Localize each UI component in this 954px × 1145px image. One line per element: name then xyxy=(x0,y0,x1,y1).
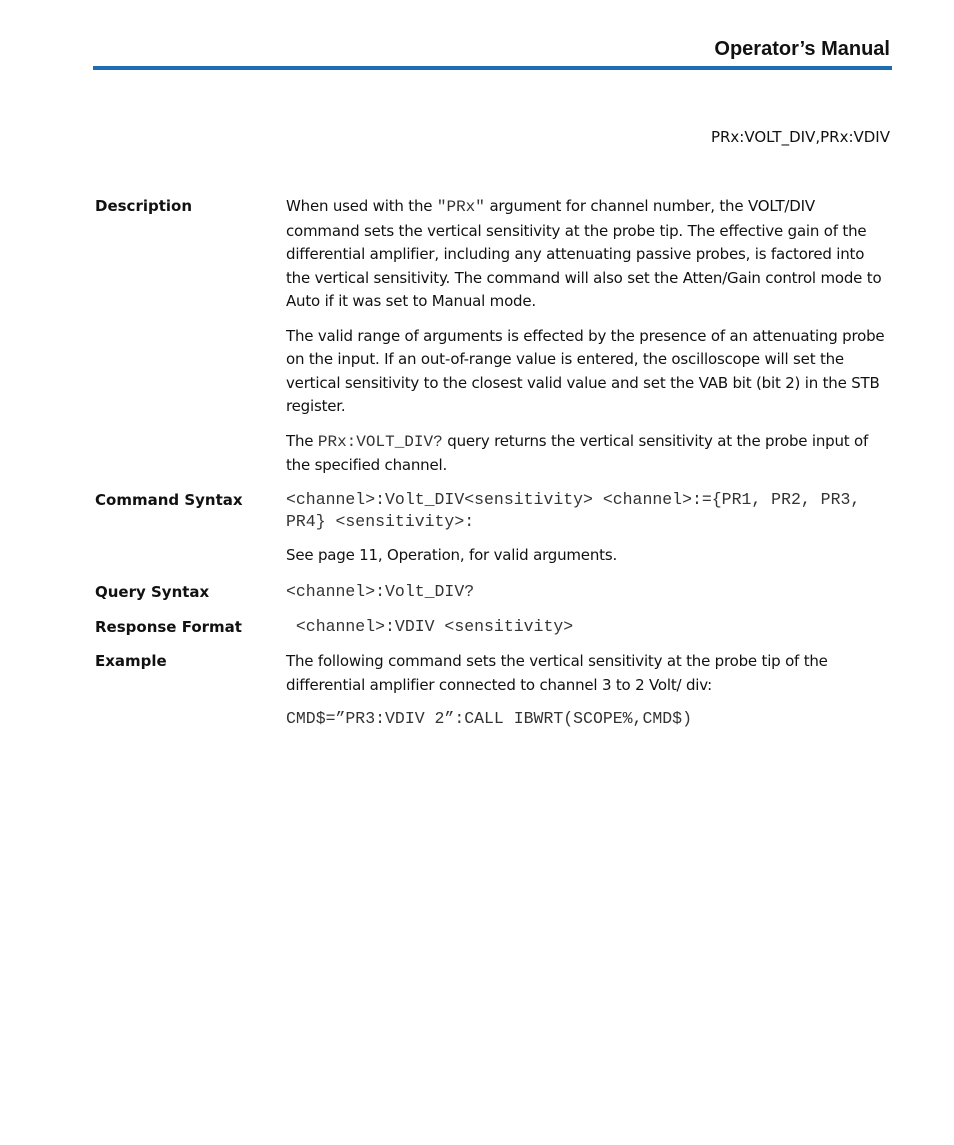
description-p1-text-end: argument for channel number, the VOLT/DIV command sets the vertical sensitivity at the probe tip. The effective gain of the differential amplifier, including any attenuating passive probes, is factored into the vertical sensitivity. The command will also set the Atten/Gain control mode to Auto if it was set to Manual mode. xyxy=(286,197,882,310)
description-paragraph-2: The valid range of arguments is effected by the presence of an attenuating probe on the input. If an out-of-range value is entered, the oscilloscope will set the vertical sensitivity to the closest valid value and set the VAB bit (bit 2) in the STB register. xyxy=(286,326,885,415)
description-paragraph-1 xyxy=(286,195,890,314)
description-p1-text-start: When used with the xyxy=(286,197,437,215)
example-label: Example xyxy=(95,652,167,670)
example-code: CMD$=”PR3:VDIV 2”:CALL IBWRT(SCOPE%,CMD$) xyxy=(286,709,692,728)
query-syntax-label: Query Syntax xyxy=(95,583,210,601)
description-body xyxy=(286,195,890,489)
description-paragraph-3 xyxy=(286,430,890,478)
command-syntax-code: <channel>:Volt_DIV<sensitivity> <channel>:={PR1, PR2, PR3, PR4} <sensitivity>: xyxy=(286,490,861,531)
example-description: The following command sets the vertical sensitivity at the probe tip of the differential amplifier connected to channel 3 to 2 Volt/ div: xyxy=(286,652,828,694)
response-format-code: <channel>:VDIV <sensitivity> xyxy=(286,617,574,636)
description-p3-text-end: query returns the vertical sensitivity at the probe input of the specified channel. xyxy=(286,431,869,474)
description-p3-text-start: The xyxy=(286,431,318,450)
command-syntax-body xyxy=(286,489,890,579)
query-syntax-code: <channel>:Volt_DIV? xyxy=(286,582,475,601)
header-divider xyxy=(93,66,892,70)
command-syntax-note: See page 11, Operation, for valid arguments. xyxy=(286,546,618,564)
command-syntax-label: Command Syntax xyxy=(95,491,243,509)
page-header-title: Operator’s Manual xyxy=(714,38,890,60)
response-format-label: Response Format xyxy=(95,618,242,636)
description-p1-code: "PRx" xyxy=(436,198,485,216)
query-syntax-body xyxy=(286,581,890,614)
response-format-body xyxy=(286,616,890,649)
command-name-heading: PRx:VOLT_DIV,PRx:VDIV xyxy=(710,128,890,146)
example-body xyxy=(286,650,890,741)
description-label: Description xyxy=(95,197,193,215)
description-p3-code: PRx:VOLT_DIV? xyxy=(317,432,443,451)
